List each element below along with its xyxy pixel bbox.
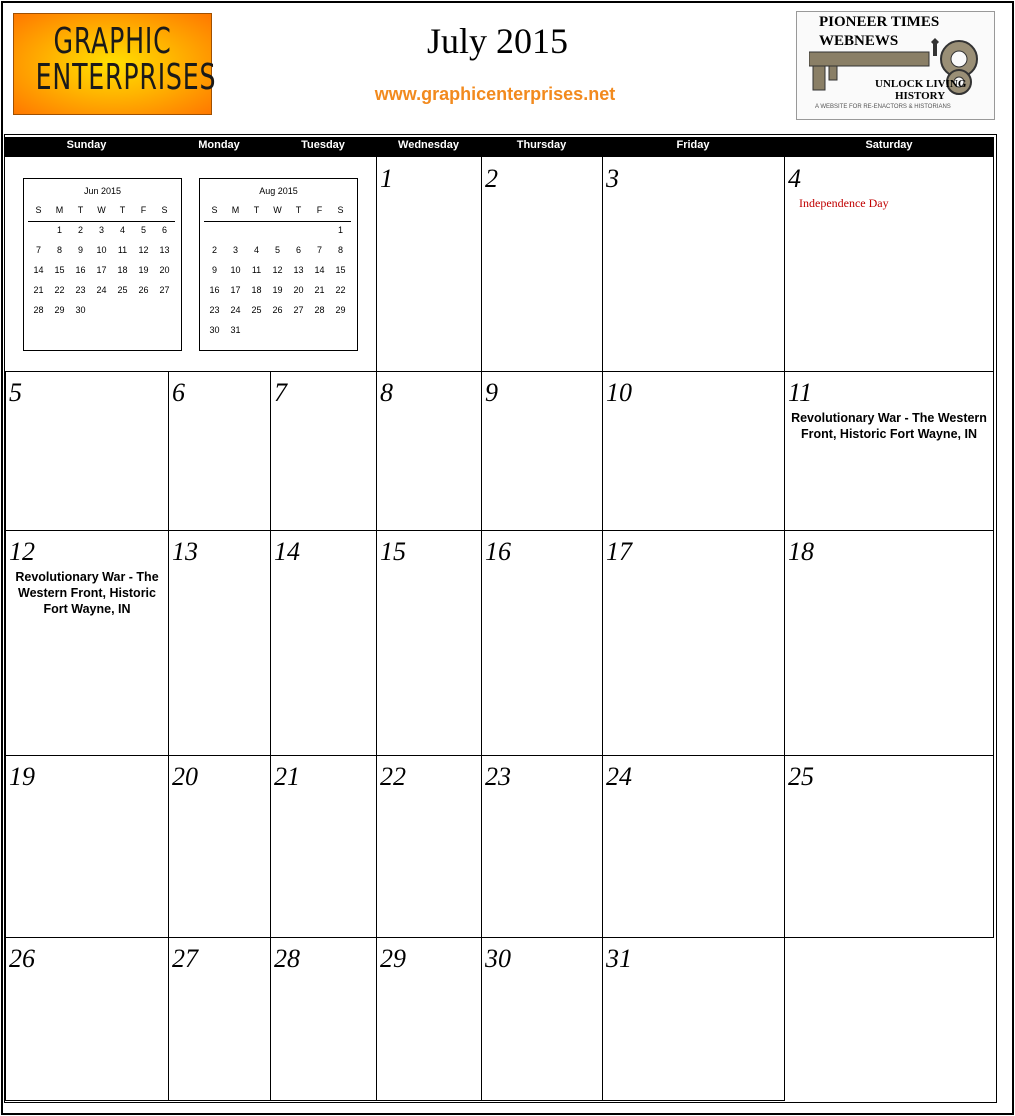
day-number: 2: [485, 164, 498, 193]
mini-day: 1: [337, 225, 343, 235]
grid-line: [5, 755, 994, 756]
day-number: 8: [380, 378, 393, 407]
weekday-friday: Friday: [676, 139, 710, 151]
mini-day: [154, 305, 175, 325]
mini-day: 19: [272, 285, 283, 295]
mini-day: 23: [209, 305, 220, 315]
mini-day: 28: [33, 305, 44, 315]
day-number: 22: [380, 762, 406, 791]
mini-day: 26: [138, 285, 149, 295]
day-number: 30: [485, 944, 511, 973]
mini-day: [330, 325, 351, 345]
mini-day: 10: [230, 265, 241, 275]
day-number: 13: [172, 537, 198, 566]
mini-dow: M: [225, 205, 246, 222]
mini-dow: W: [267, 205, 288, 222]
mini-day: 25: [251, 305, 262, 315]
mini-day: 4: [253, 245, 259, 255]
mini-day: 10: [96, 245, 107, 255]
mini-day: 21: [33, 285, 44, 295]
mini-day: 13: [293, 265, 304, 275]
day-number: 21: [274, 762, 300, 791]
mini-day: 5: [140, 225, 146, 235]
mini-day: 30: [209, 325, 220, 335]
page-title: July 2015: [426, 21, 568, 61]
day-number: 17: [606, 537, 632, 566]
mini-calendar-title: Aug 2015: [259, 186, 298, 196]
mini-day: 31: [230, 325, 241, 335]
grid-line: [5, 371, 994, 372]
event-label: Revolutionary War - The Western Front, Historic Fort Wayne, IN: [791, 411, 987, 441]
mini-day: 23: [75, 285, 86, 295]
day-number: 4: [788, 164, 801, 193]
logo-left-line1: GRAPHIC: [53, 21, 172, 62]
event-label: Revolutionary War - The Western Front, Historic Fort Wayne, IN: [15, 570, 159, 616]
weekday-sunday: Sunday: [66, 139, 107, 151]
day-number: 14: [274, 537, 300, 566]
day-number: 25: [788, 762, 814, 791]
day-number: 1: [380, 164, 393, 193]
mini-day: 8: [337, 245, 343, 255]
day-number: 12: [9, 537, 35, 566]
mini-dow: T: [70, 205, 91, 222]
mini-day: 6: [161, 225, 167, 235]
mini-day: 26: [272, 305, 283, 315]
logo-right-tagline: A WEBSITE FOR RE-ENACTORS & HISTORIANS: [815, 104, 951, 110]
mini-day: 15: [335, 265, 346, 275]
mini-day: 12: [138, 245, 149, 255]
mini-calendar-grid: [204, 205, 351, 345]
mini-day: 14: [314, 265, 325, 275]
mini-day: [112, 305, 133, 325]
mini-day: [288, 222, 309, 246]
mini-day: [204, 222, 225, 246]
mini-dow: T: [288, 205, 309, 222]
weekday-monday: Monday: [198, 139, 240, 151]
mini-day: [309, 325, 330, 345]
day-number: 3: [606, 164, 619, 193]
mini-day: [267, 325, 288, 345]
website-url[interactable]: www.graphicenterprises.net: [374, 84, 616, 104]
day-number: 10: [606, 378, 632, 407]
day-number: 29: [380, 944, 406, 973]
mini-day: 9: [211, 265, 217, 275]
grid-line: [602, 157, 603, 1101]
mini-dow: M: [49, 205, 70, 222]
grid-line: [481, 157, 482, 1101]
mini-day: 24: [230, 305, 241, 315]
mini-day: 17: [230, 285, 241, 295]
grid-line: [5, 1100, 785, 1101]
mini-day: 15: [54, 265, 65, 275]
mini-day: [225, 222, 246, 246]
mini-day: 3: [98, 225, 104, 235]
mini-day: [133, 305, 154, 325]
mini-day: 27: [159, 285, 170, 295]
pioneer-times-logo: [796, 11, 995, 120]
mini-calendar-june: [23, 178, 182, 351]
mini-day: 1: [56, 225, 62, 235]
mini-calendar-grid: [28, 205, 175, 325]
graphic-enterprises-logo: [13, 13, 217, 115]
day-number: 16: [485, 537, 511, 566]
mini-day: 30: [75, 305, 86, 315]
mini-day: 2: [211, 245, 217, 255]
day-number: 5: [9, 378, 22, 407]
mini-day: 27: [293, 305, 304, 315]
mini-day: 12: [272, 265, 283, 275]
day-number: 26: [9, 944, 35, 973]
mini-day: [288, 325, 309, 345]
grid-line: [5, 530, 994, 531]
mini-day: [91, 305, 112, 325]
mini-day: [309, 222, 330, 246]
mini-day: 17: [96, 265, 107, 275]
mini-day: [246, 325, 267, 345]
mini-day: 8: [56, 245, 62, 255]
mini-day: 13: [159, 245, 170, 255]
mini-day: 16: [209, 285, 220, 295]
mini-dow: F: [133, 205, 154, 222]
day-number: 19: [9, 762, 35, 791]
mini-day: 24: [96, 285, 107, 295]
mini-day: 22: [54, 285, 65, 295]
holiday-label: Independence Day: [799, 196, 889, 210]
mini-day: 20: [293, 285, 304, 295]
weekday-wednesday: Wednesday: [398, 139, 459, 151]
mini-day: 4: [119, 225, 125, 235]
logo-right-line1: PIONEER TIMES: [819, 14, 940, 30]
day-number: 31: [606, 944, 632, 973]
mini-day: 2: [77, 225, 83, 235]
mini-calendar-august: [199, 178, 358, 351]
mini-day: [28, 222, 49, 246]
weekday-thursday: Thursday: [516, 139, 567, 151]
mini-day: 25: [117, 285, 128, 295]
mini-day: 22: [335, 285, 346, 295]
mini-day: 7: [35, 245, 41, 255]
mini-calendar-title: Jun 2015: [83, 186, 122, 196]
grid-line: [168, 371, 169, 1101]
mini-day: 9: [77, 245, 83, 255]
mini-day: [267, 222, 288, 246]
mini-dow: W: [91, 205, 112, 222]
day-number: 24: [606, 762, 632, 791]
day-number: 18: [788, 537, 814, 566]
weekday-tuesday: Tuesday: [301, 139, 345, 151]
mini-day: 14: [33, 265, 44, 275]
day-number: 6: [172, 378, 185, 407]
logo-right-line2: WEBNEWS: [819, 33, 899, 49]
mini-day: 19: [138, 265, 149, 275]
mini-day: 11: [251, 265, 262, 275]
mini-dow: S: [28, 205, 49, 222]
mini-day: 29: [54, 305, 65, 315]
grid-line: [376, 157, 377, 1101]
mini-day: 11: [117, 245, 128, 255]
grid-line: [270, 371, 271, 1101]
mini-day: 3: [232, 245, 238, 255]
mini-day: 18: [117, 265, 128, 275]
logo-right-line3: UNLOCK LIVING: [875, 78, 967, 90]
day-number: 9: [485, 378, 498, 407]
logo-right-line4: HISTORY: [895, 90, 946, 102]
mini-day: [246, 222, 267, 246]
mini-day: 28: [314, 305, 325, 315]
grid-line: [784, 157, 785, 1101]
weekday-saturday: Saturday: [865, 139, 913, 151]
day-number: 7: [274, 378, 287, 407]
day-number: 11: [788, 378, 813, 407]
day-number: 27: [172, 944, 198, 973]
day-number: 20: [172, 762, 198, 791]
grid-line: [5, 371, 6, 1101]
logo-left-line2: ENTERPRISES: [35, 57, 217, 98]
grid-line: [5, 937, 994, 938]
day-number: 15: [380, 537, 406, 566]
mini-day: 18: [251, 285, 262, 295]
mini-day: 16: [75, 265, 86, 275]
day-number: 23: [485, 762, 511, 791]
mini-dow: F: [309, 205, 330, 222]
mini-day: 7: [316, 245, 322, 255]
mini-dow: S: [330, 205, 351, 222]
mini-dow: T: [246, 205, 267, 222]
weekday-header-bar: [5, 137, 994, 157]
mini-day: 29: [335, 305, 346, 315]
mini-dow: T: [112, 205, 133, 222]
mini-day: 21: [314, 285, 325, 295]
day-number: 28: [274, 944, 300, 973]
mini-dow: S: [204, 205, 225, 222]
mini-day: 6: [295, 245, 301, 255]
grid-line: [993, 157, 994, 938]
mini-dow: S: [154, 205, 175, 222]
mini-day: 5: [274, 245, 280, 255]
mini-day: 20: [159, 265, 170, 275]
